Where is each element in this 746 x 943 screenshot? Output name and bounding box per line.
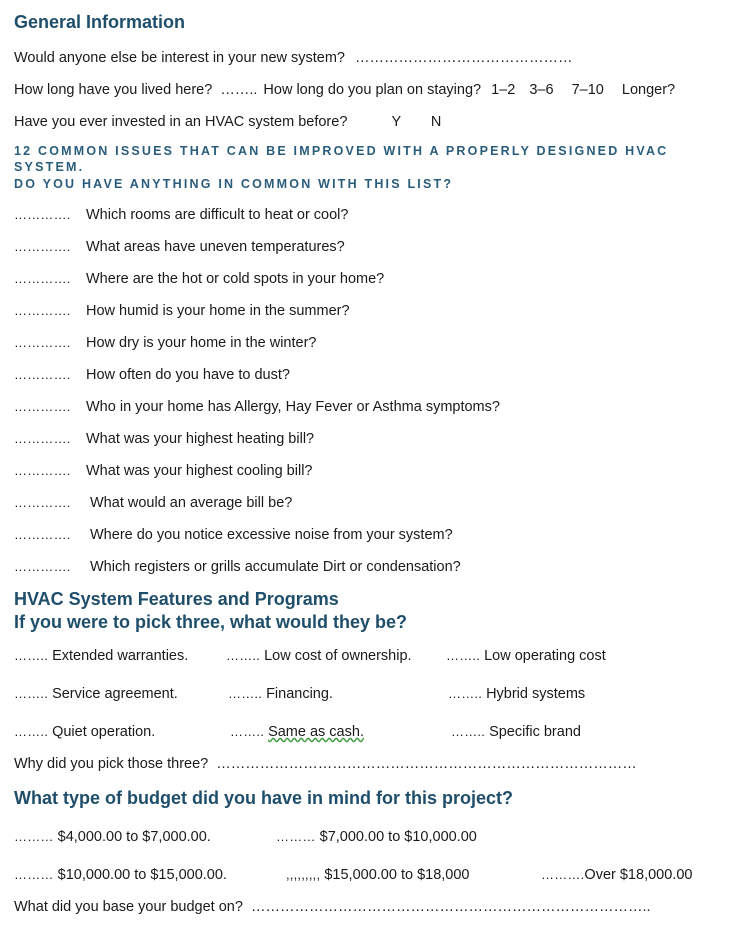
- option-longer[interactable]: Longer?: [621, 82, 676, 98]
- issue-answer-blank[interactable]: ………….: [14, 463, 71, 478]
- answer-blank-why[interactable]: ……………………………………………………………………………: [216, 756, 637, 772]
- option-yes[interactable]: Y: [391, 114, 401, 130]
- issue-row: [14, 495, 292, 511]
- answer-blank[interactable]: ………: [276, 829, 316, 844]
- issue-question: What was your highest heating bill?: [86, 431, 315, 447]
- issue-row: [14, 367, 290, 383]
- issue-question: Where do you notice excessive noise from your system?: [90, 527, 453, 543]
- issue-answer-blank[interactable]: ………….: [14, 271, 71, 286]
- question-lived-label: How long have you lived here?: [14, 82, 213, 98]
- question-interest: [14, 50, 573, 66]
- budget-option-7k-10k[interactable]: [276, 829, 477, 845]
- issue-question: Who in your home has Allergy, Hay Fever or Asthma symptoms?: [86, 399, 500, 415]
- answer-blank[interactable]: ……..: [14, 724, 49, 739]
- issue-row: [14, 463, 312, 479]
- budget-label: $7,000.00 to $10,000.00: [319, 829, 477, 845]
- feature-label: Low cost of ownership.: [264, 648, 412, 664]
- issue-row: [14, 207, 348, 223]
- issue-answer-blank[interactable]: ………….: [14, 367, 71, 382]
- issue-question: What would an average bill be?: [90, 495, 293, 511]
- issue-row: [14, 239, 345, 255]
- section-subheading-features: If you were to pick three, what would they be?: [14, 612, 408, 632]
- option-1-2[interactable]: 1–2: [491, 82, 516, 98]
- feature-label: Extended warranties.: [52, 648, 189, 664]
- answer-blank-lived[interactable]: ……..: [220, 82, 258, 98]
- section-heading-general: General Information: [14, 12, 186, 32]
- feature-service-agreement[interactable]: [14, 686, 178, 702]
- issue-row: [14, 271, 384, 287]
- feature-label: Financing.: [266, 686, 333, 702]
- answer-blank[interactable]: ,,,,,,,,,: [286, 867, 321, 882]
- answer-blank[interactable]: ……..: [14, 686, 49, 701]
- feature-label: Service agreement.: [52, 686, 178, 702]
- feature-hybrid-systems[interactable]: [448, 686, 585, 702]
- question-why-three: [14, 756, 637, 772]
- feature-low-cost-ownership[interactable]: [226, 648, 412, 664]
- issue-question: What was your highest cooling bill?: [86, 463, 313, 479]
- issue-answer-blank[interactable]: ………….: [14, 559, 71, 574]
- issue-question: Which rooms are difficult to heat or cool?: [86, 207, 349, 223]
- issue-row: [14, 559, 461, 575]
- budget-option-10k-15k[interactable]: [14, 867, 227, 883]
- issues-subheading: DO YOU HAVE ANYTHING IN COMMON WITH THIS LIST?: [14, 177, 454, 191]
- issue-question: What areas have uneven temperatures?: [86, 239, 345, 255]
- option-no[interactable]: N: [430, 114, 442, 130]
- issues-heading: 12 COMMON ISSUES THAT CAN BE IMPROVED WITH A PROPERLY DESIGNED HVAC SYSTEM.: [14, 144, 669, 174]
- question-budget-basis-label: What did you base your budget on?: [14, 899, 243, 915]
- issue-answer-blank[interactable]: ………….: [14, 207, 71, 222]
- feature-label: Same as cash.: [268, 724, 364, 740]
- issue-row: [14, 303, 350, 319]
- budget-option-15k-18k[interactable]: [286, 867, 469, 883]
- issue-answer-blank[interactable]: ………….: [14, 495, 71, 510]
- section-heading-features: HVAC System Features and Programs: [14, 589, 339, 609]
- budget-option-over-18k[interactable]: [541, 867, 692, 883]
- issue-row: [14, 399, 500, 415]
- feature-label: Specific brand: [489, 724, 581, 740]
- feature-quiet-operation[interactable]: [14, 724, 155, 740]
- answer-blank[interactable]: ………: [14, 829, 54, 844]
- issue-answer-blank[interactable]: ………….: [14, 303, 71, 318]
- question-invested-label: Have you ever invested in an HVAC system before?: [14, 114, 348, 130]
- answer-blank[interactable]: ……..: [448, 686, 483, 701]
- issue-question: How dry is your home in the winter?: [86, 335, 317, 351]
- question-budget-basis: [14, 899, 651, 915]
- question-invested: [14, 114, 441, 130]
- question-why-label: Why did you pick those three?: [14, 756, 209, 772]
- issue-question: Which registers or grills accumulate Dirt or condensation?: [90, 559, 461, 575]
- feature-label: Hybrid systems: [486, 686, 586, 702]
- answer-blank[interactable]: ……….: [541, 867, 585, 882]
- issue-row: [14, 527, 453, 543]
- issue-row: [14, 335, 317, 351]
- budget-label: Over $18,000.00: [584, 867, 693, 883]
- answer-blank[interactable]: ………: [14, 867, 54, 882]
- question-how-long: [14, 82, 675, 98]
- answer-blank[interactable]: ……..: [14, 648, 49, 663]
- issue-question: How often do you have to dust?: [86, 367, 290, 383]
- feature-same-as-cash[interactable]: [230, 724, 364, 740]
- section-heading-budget: What type of budget did you have in mind for this project?: [14, 788, 513, 808]
- question-interest-label: Would anyone else be interest in your new system?: [14, 50, 345, 66]
- issue-question: How humid is your home in the summer?: [86, 303, 350, 319]
- feature-extended-warranties[interactable]: [14, 648, 188, 664]
- issue-answer-blank[interactable]: ………….: [14, 239, 71, 254]
- answer-blank[interactable]: ……..: [446, 648, 481, 663]
- budget-label: $10,000.00 to $15,000.00.: [57, 867, 227, 883]
- feature-label: Quiet operation.: [52, 724, 156, 740]
- issue-answer-blank[interactable]: ………….: [14, 431, 71, 446]
- option-7-10[interactable]: 7–10: [571, 82, 604, 98]
- answer-blank[interactable]: ……..: [226, 648, 261, 663]
- budget-label: $4,000.00 to $7,000.00.: [57, 829, 211, 845]
- issue-answer-blank[interactable]: ………….: [14, 527, 71, 542]
- issue-answer-blank[interactable]: ………….: [14, 399, 71, 414]
- feature-financing[interactable]: [228, 686, 333, 702]
- answer-blank[interactable]: ……..: [228, 686, 263, 701]
- budget-label: $15,000.00 to $18,000: [324, 867, 470, 883]
- issue-row: [14, 431, 314, 447]
- option-3-6[interactable]: 3–6: [529, 82, 554, 98]
- question-staying-label: How long do you plan on staying?: [263, 82, 482, 98]
- budget-option-4k-7k[interactable]: [14, 829, 211, 845]
- feature-low-operating-cost[interactable]: [446, 648, 606, 664]
- feature-label: Low operating cost: [484, 648, 606, 664]
- answer-blank[interactable]: ……..: [451, 724, 486, 739]
- feature-specific-brand[interactable]: [451, 724, 581, 740]
- issue-question: Where are the hot or cold spots in your home?: [86, 271, 385, 287]
- answer-blank-interest[interactable]: ………………………………………: [355, 50, 573, 66]
- answer-blank-budget-basis[interactable]: ………………………………………………………………………..: [250, 899, 651, 915]
- issue-answer-blank[interactable]: ………….: [14, 335, 71, 350]
- answer-blank[interactable]: ……..: [230, 724, 265, 739]
